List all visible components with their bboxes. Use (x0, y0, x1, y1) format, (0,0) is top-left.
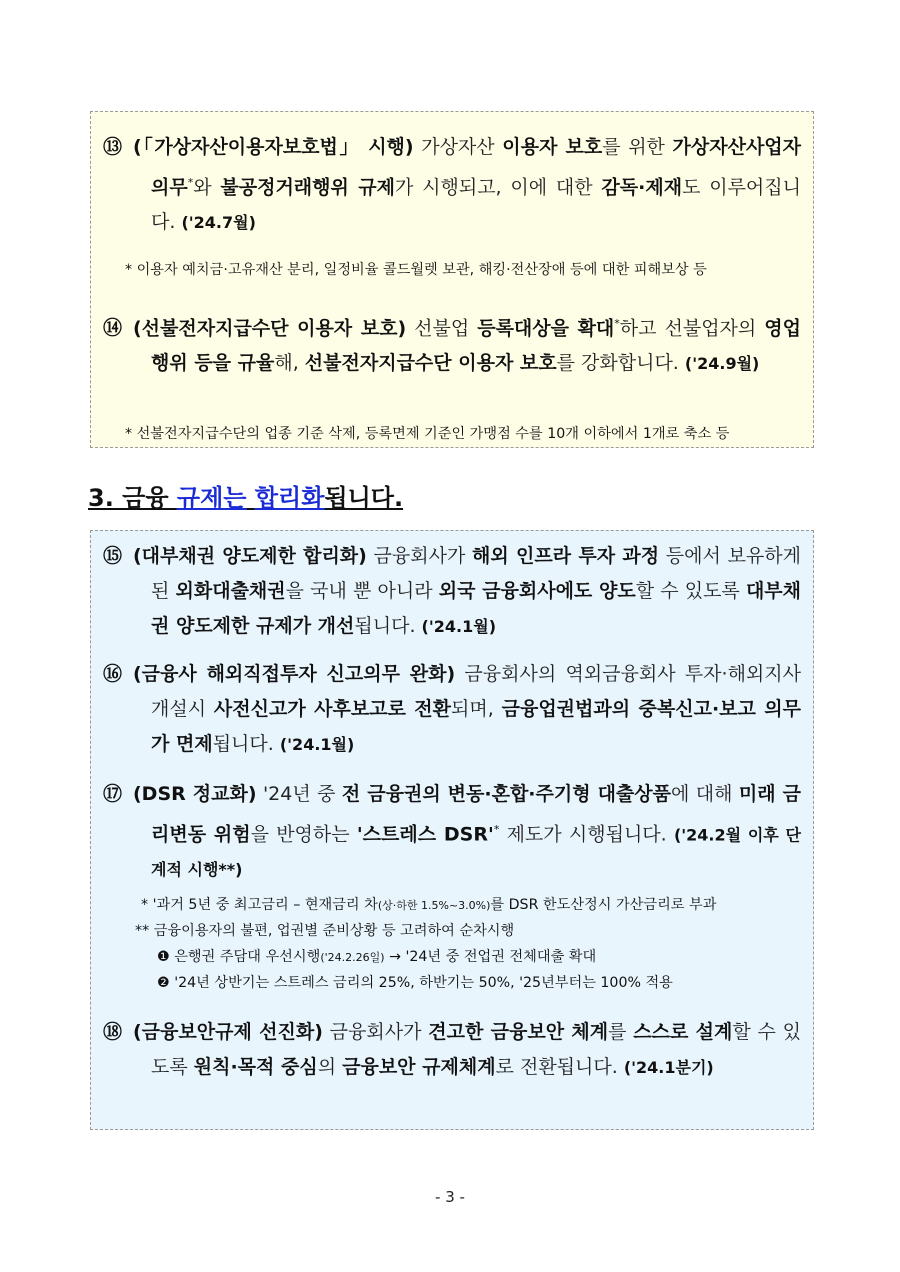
item-15-t1: 금융회사가 (366, 545, 473, 567)
item-15-t3: 을 국내 뿐 아니라 (285, 580, 439, 602)
item-18-t4: 의 (317, 1056, 343, 1078)
policy-box-regulation (90, 530, 814, 1130)
footnote-17-c-post: → '24년 중 전업권 전체대출 확대 (384, 949, 597, 965)
item-17 (91, 777, 815, 887)
item-17-heading: (DSR 정교화) (133, 783, 257, 805)
item-14-heading: (선불전자지급수단 이용자 보호) (133, 317, 407, 340)
item-15-t2: 등에서 보유하게 된 (151, 545, 801, 602)
item-15-number: ⑮ (103, 545, 123, 567)
item-17-t1: '24년 중 (256, 783, 342, 805)
item-17-t2: 에 대해 (671, 783, 739, 805)
item-16-t2: 되며, (451, 698, 502, 720)
item-14-t3: 해, (274, 352, 305, 375)
item-17-t3: 을 반영하는 (250, 823, 357, 846)
item-14-t2: 하고 선불업자의 (619, 317, 765, 340)
item-18-t1: 금융회사가 (322, 1021, 429, 1043)
item-18 (91, 1015, 815, 1085)
item-18-b4: 금융보안 규제체계 (342, 1056, 496, 1078)
item-13-text (103, 130, 801, 240)
item-18-b3: 원칙·목적 중심 (193, 1056, 318, 1078)
item-15-b4: 대부채권 양도제한 규제가 개선 (151, 580, 801, 637)
item-16-t3: 됩니다. (212, 733, 280, 755)
item-15-b2: 외화대출채권 (175, 580, 286, 602)
item-15-t4: 할 수 있도록 (635, 580, 746, 602)
item-14 (91, 306, 815, 381)
item-16-t1: 금융회사의 역외금융회사 투자·해외지사 개설시 (151, 663, 801, 720)
item-16-b2: 금융업권법과의 중복신고·보고 의무가 면제 (151, 698, 801, 755)
item-14-t1: 선불업 (406, 317, 478, 340)
item-15-t5: 됩니다. (354, 615, 422, 637)
item-17-b2: 미래 금리변동 위험 (151, 783, 801, 846)
policy-box-virtual-assets (90, 111, 814, 448)
item-13-t2: 를 위한 (602, 136, 673, 158)
item-17-text (103, 777, 801, 887)
page-number: - 3 - (435, 1188, 465, 1206)
item-16-number: ⑯ (103, 663, 123, 685)
item-13-b4: 감독·제재 (601, 176, 683, 199)
item-18-t3: 할 수 있도록 (151, 1021, 801, 1078)
item-18-b2: 스스로 설계 (633, 1021, 733, 1043)
item-13-t5: 도 이루어집니다. (151, 176, 801, 234)
item-13-heading: (「가상자산이용자보호법」 시행) (133, 136, 414, 158)
item-16-text (103, 657, 801, 762)
item-17-b1: 전 금융권의 변동·혼합·주기형 대출상품 (341, 783, 671, 805)
item-18-b1: 견고한 금융보안 체계 (428, 1021, 609, 1043)
item-17-b3: '스트레스 DSR' (356, 823, 494, 846)
item-15-b3: 외국 금융회사에도 양도 (438, 580, 636, 602)
footnote-17-c-pre: ❶ 은행권 주담대 우선시행 (157, 949, 321, 965)
footnote-17-a-small: (상·하한 1.5%~3.0%) (377, 899, 491, 912)
item-14-footnote-mark: * (614, 317, 620, 330)
footnote-17-a-pre: * '과거 5년 중 최고금리 – 현재금리 차 (141, 897, 378, 913)
footnote-17-a (141, 893, 716, 918)
item-14-text (103, 306, 801, 381)
item-18-number: ⑱ (103, 1021, 123, 1043)
item-13-t3: 와 (193, 176, 221, 199)
item-16-b1: 사전신고가 사후보고로 전환 (213, 698, 452, 720)
item-14-b1: 등록대상을 확대 (477, 317, 615, 340)
footnote-17-a-post: 를 DSR 한도산정시 가산금리로 부과 (490, 897, 717, 913)
item-13-t1: 가상자산 (413, 136, 503, 158)
item-13-t4: 가 시행되고, 이에 대한 (394, 176, 602, 199)
section-title-prefix: 3. 금융 (88, 484, 177, 512)
item-13-number: ⑬ (103, 136, 123, 158)
footnote-17-d: ❷ '24년 상반기는 스트레스 금리의 25%, 하반기는 50%, '25년부터는 100% 적용 (157, 975, 673, 991)
item-14-date: ('24.9월) (684, 354, 760, 374)
item-18-t2: 를 (608, 1021, 634, 1043)
item-15-heading: (대부채권 양도제한 합리화) (133, 545, 367, 567)
item-13-footnote-mark: * (187, 176, 194, 189)
section-title-space (246, 484, 254, 512)
item-14-b2: 영업행위 등을 규율 (151, 317, 801, 375)
item-14-b3: 선불전자지급수단 이용자 보호 (304, 352, 557, 375)
section-title-highlight-2: 합리화 (254, 484, 325, 512)
item-15-text (103, 539, 801, 644)
item-14-t4: 를 강화합니다. (556, 352, 685, 375)
footnote-17-b: ** 금융이용자의 불편, 업권별 준비상황 등 고려하여 순차시행 (135, 923, 515, 939)
section-title (88, 478, 403, 513)
item-13-b3: 불공정거래행위 규제 (220, 176, 395, 199)
item-14-number: ⑭ (103, 317, 123, 340)
item-15 (91, 539, 815, 644)
section-title-highlight-1: 규제는 (176, 484, 247, 512)
item-18-heading: (금융보안규제 선진화) (133, 1021, 323, 1043)
footnote-14: * 선불전자지급수단의 업종 기준 삭제, 등록면제 기준인 가맹점 수를 10개 이하에서 1개로 축소 등 (125, 426, 730, 442)
item-13-b1: 이용자 보호 (502, 136, 603, 158)
item-15-date: ('24.1월) (421, 617, 497, 636)
item-13-b2: 가상자산사업자 의무 (151, 136, 802, 199)
item-17-number: ⑰ (103, 783, 123, 805)
item-16-heading: (금융사 해외직접투자 신고의무 완화) (133, 663, 456, 685)
footnote-13: * 이용자 예치금·고유재산 분리, 일정비율 콜드월렛 보관, 해킹·전산장애 등에 대한 피해보상 등 (125, 262, 707, 278)
item-17-footnote-mark: * (493, 823, 500, 836)
item-13-date: ('24.7월) (181, 213, 256, 233)
item-18-t5: 로 전환됩니다. (495, 1056, 624, 1078)
item-17-t4: 제도가 시행됩니다. (499, 823, 674, 846)
item-15-b1: 해외 인프라 투자 과정 (472, 545, 660, 567)
item-18-date: ('24.1분기) (623, 1058, 714, 1077)
item-18-text (103, 1015, 801, 1085)
item-16 (91, 657, 815, 762)
section-title-suffix: 됩니다. (324, 484, 404, 512)
item-17-date: ('24.2월 이후 단계적 시행**) (151, 825, 801, 880)
footnote-17-c (157, 945, 596, 970)
item-13 (91, 130, 815, 240)
item-16-date: ('24.1월) (279, 735, 355, 754)
footnote-17-c-small: ('24.2.26일) (320, 951, 385, 964)
